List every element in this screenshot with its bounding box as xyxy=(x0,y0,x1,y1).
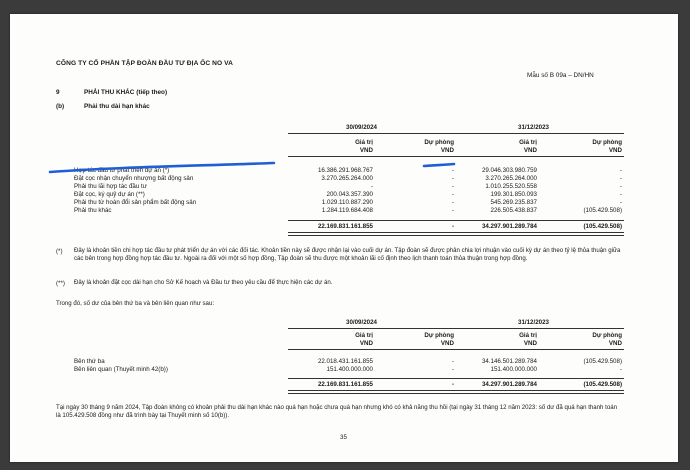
row-value: - xyxy=(370,183,373,190)
row-provision: - xyxy=(451,167,454,174)
form-number: Mẫu số B 09a – DN/HN xyxy=(527,72,594,79)
pen-annotation xyxy=(10,14,678,462)
col-header-provision: Dự phòng xyxy=(592,139,622,146)
col-header-provision: Dự phòng xyxy=(592,332,622,339)
subsection-number: (b) xyxy=(56,103,65,110)
total-value: 34.297.901.289.784 xyxy=(481,223,537,230)
note-mark: (*) xyxy=(56,248,63,255)
row-label: Phải thu từ hoàn đổi sản phẩm bất động sản xyxy=(74,199,197,206)
row-provision: - xyxy=(451,175,454,182)
row-value: 1.010.255.520.558 xyxy=(485,183,537,190)
page-number: 35 xyxy=(340,434,347,441)
col-header-value: Giá trị xyxy=(355,139,373,146)
row-value: 151.400.000.000 xyxy=(490,366,537,373)
total-provision: (105.429.508) xyxy=(583,223,622,230)
row-label: Bên liên quan (Thuyết minh 42(b)) xyxy=(74,366,168,373)
row-label: Phải thu khác xyxy=(74,207,112,214)
col-header-unit: VND xyxy=(440,340,454,347)
row-value: 200.043.357.390 xyxy=(326,191,373,198)
row-value: 226.505.438.837 xyxy=(490,207,537,214)
col-header-value: Giá trị xyxy=(519,139,537,146)
total-provision: (105.429.508) xyxy=(583,381,622,388)
col-header-unit: VND xyxy=(440,147,454,154)
period-header-2024: 30/09/2024 xyxy=(346,124,377,131)
row-value: 545.269.235.837 xyxy=(490,199,537,206)
underline-annotation-left xyxy=(50,163,274,172)
total-provision: - xyxy=(451,223,454,230)
period-header-2023: 31/12/2023 xyxy=(518,319,549,326)
row-provision: (105.429.508) xyxy=(583,358,622,365)
col-header-unit: VND xyxy=(523,147,537,154)
col-header-unit: VND xyxy=(523,340,537,347)
row-provision: - xyxy=(619,183,622,190)
col-header-provision: Dự phòng xyxy=(424,139,454,146)
row-provision: - xyxy=(619,167,622,174)
col-header-provision: Dự phòng xyxy=(424,332,454,339)
row-value: 199.301.850.093 xyxy=(490,191,537,198)
row-value: 29.046.303.980.759 xyxy=(481,167,537,174)
row-label: Hợp tác đầu tư phát triển dự án (*) xyxy=(74,167,170,174)
total-value: 22.169.831.161.855 xyxy=(317,381,373,388)
row-provision: - xyxy=(451,358,454,365)
underline-annotation-right xyxy=(424,164,454,166)
row-provision: - xyxy=(619,199,622,206)
row-provision: - xyxy=(619,175,622,182)
col-header-value: Giá trị xyxy=(519,332,537,339)
total-value: 34.297.901.289.784 xyxy=(481,381,537,388)
row-provision: (105.429.508) xyxy=(583,207,622,214)
col-header-unit: VND xyxy=(359,340,373,347)
col-header-unit: VND xyxy=(359,147,373,154)
subsection-title: Phải thu dài hạn khác xyxy=(84,103,150,110)
row-value: 22.018.431.161.855 xyxy=(317,358,373,365)
total-value: 22.169.831.161.855 xyxy=(317,223,373,230)
col-header-unit: VND xyxy=(608,147,622,154)
section-title: PHẢI THU KHÁC (tiếp theo) xyxy=(84,89,168,96)
row-provision: - xyxy=(619,191,622,198)
document-page xyxy=(10,14,678,462)
period-header-2023: 31/12/2023 xyxy=(518,124,549,131)
note-mark: (**) xyxy=(56,280,65,287)
row-provision: - xyxy=(451,183,454,190)
row-value: 34.146.501.289.784 xyxy=(481,358,537,365)
note-text: Đây là khoản tiền chi hợp tác đầu tư phát triển dự án với các đối tác. Khoản tiền này sẽ được nhận lại vào cuối dự án. Tập đoàn sẽ được phân chia lợi nhuận vào cuối kỳ dự án theo tỷ lệ thỏa thuận giữa các bên trong hợp đồng hợp tác đầu tư. Ngoài ra đối với một số hợp đồng, Tập đoàn sẽ thu được một khoản lãi cố định theo lịch thanh toán thỏa thuận trong hợp đồng. xyxy=(74,247,621,262)
row-value: 3.270.265.264.000 xyxy=(321,175,373,182)
row-provision: - xyxy=(451,191,454,198)
row-value: 1.284.119.684.408 xyxy=(321,207,373,214)
row-label: Đặt cọc, ký quỹ dự án (**) xyxy=(74,191,145,198)
period-header-2024: 30/09/2024 xyxy=(346,319,377,326)
footer-paragraph: Tại ngày 30 tháng 9 năm 2024, Tập đoàn không có khoản phải thu dài hạn khác nào quá hạn hoặc chưa quá hạn nhưng khó có khả năng thu hồi (tại ngày 31 tháng 12 năm 2023: số dư đã quá hạn thanh toán là 105.429.508 đồng như đã trình bày tại Thuyết minh số 10(b)). xyxy=(56,404,617,419)
row-value: 3.270.265.264.000 xyxy=(485,175,537,182)
intro-paragraph: Trong đó, số dư của bên thứ ba và bên liên quan như sau: xyxy=(56,300,215,307)
row-provision: - xyxy=(451,207,454,214)
note-text: Đây là khoản đặt cọc dài hạn cho Sở Kế hoạch và Đầu tư theo yêu cầu để thực hiện các dự án. xyxy=(74,279,333,286)
col-header-unit: VND xyxy=(608,340,622,347)
company-name: CÔNG TY CỔ PHẦN TẬP ĐOÀN ĐẦU TƯ ĐỊA ỐC NO VA xyxy=(56,60,234,67)
row-provision: - xyxy=(451,366,454,373)
row-provision: - xyxy=(451,199,454,206)
row-value: 1.029.110.887.290 xyxy=(321,199,373,206)
row-label: Bên thứ ba xyxy=(74,358,105,365)
row-value: 16.386.291.968.767 xyxy=(317,167,373,174)
row-label: Phải thu lãi hợp tác đầu tư xyxy=(74,183,147,190)
total-provision: - xyxy=(451,381,454,388)
col-header-value: Giá trị xyxy=(355,332,373,339)
row-label: Đặt cọc nhận chuyển nhượng bất động sản xyxy=(74,175,194,182)
row-value: 151.400.000.000 xyxy=(326,366,373,373)
row-provision: - xyxy=(619,366,622,373)
section-number: 9 xyxy=(56,89,60,96)
